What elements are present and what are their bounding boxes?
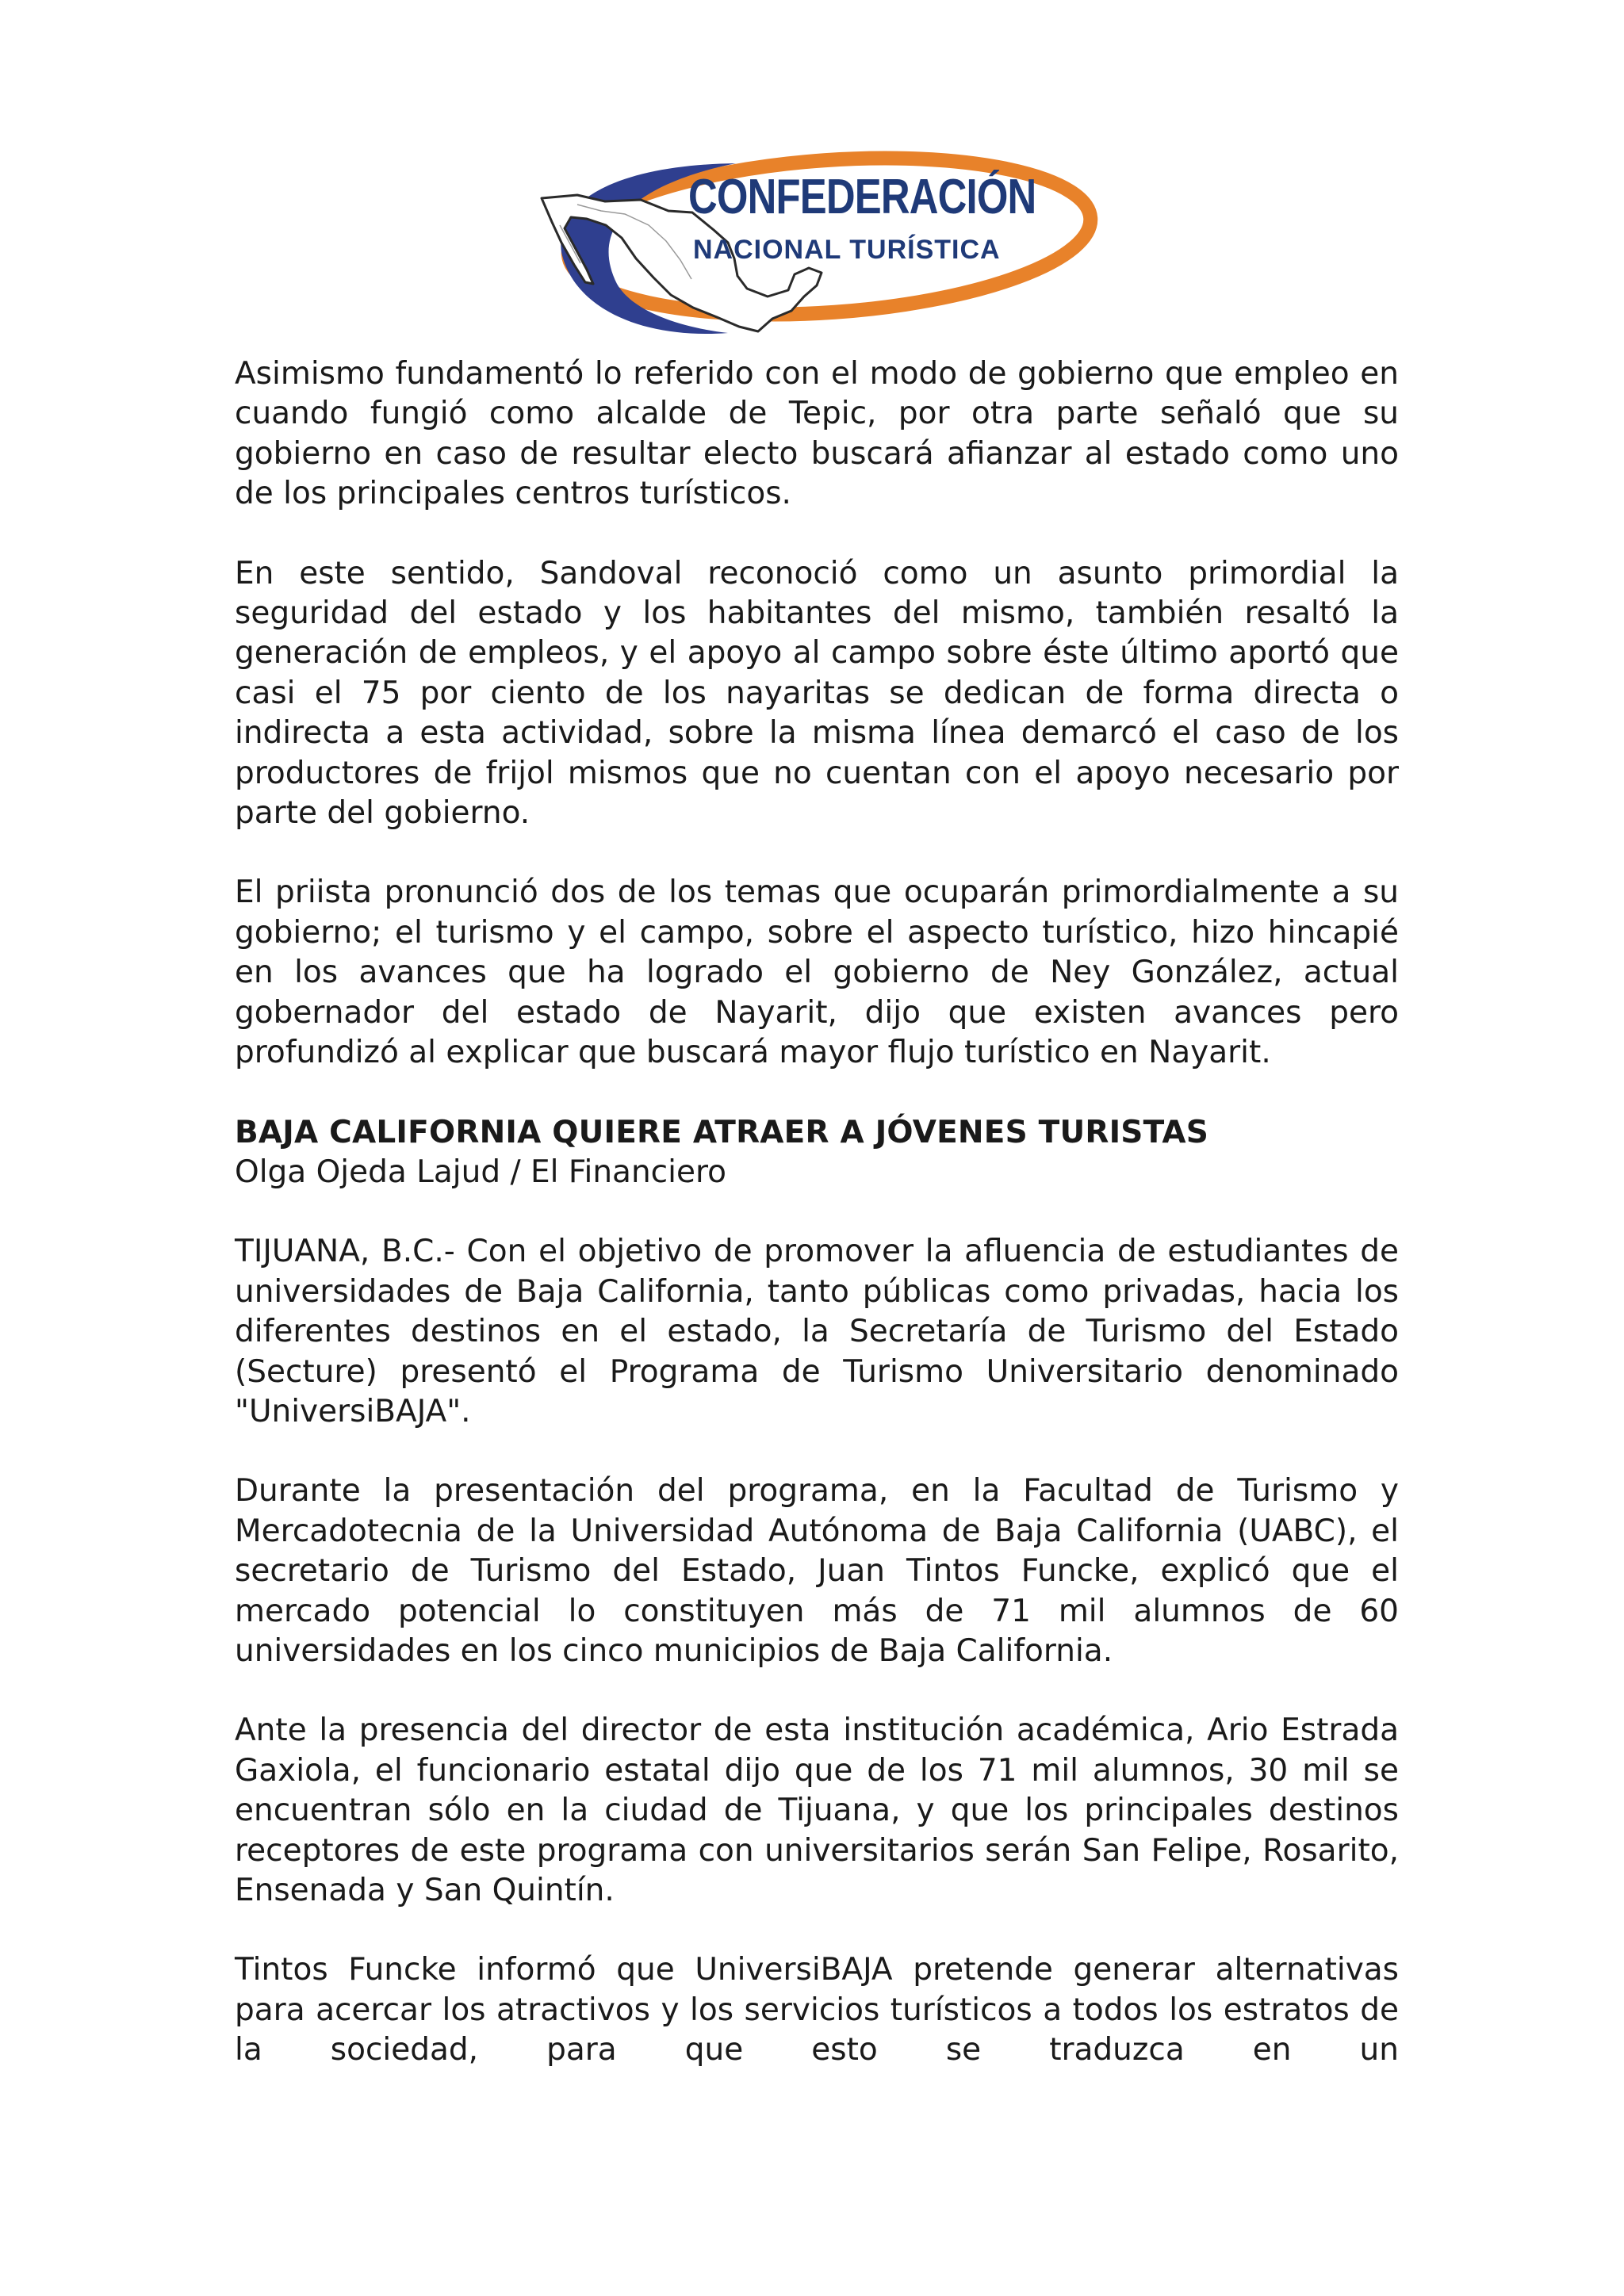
article-headline: BAJA CALIFORNIA QUIERE ATRAER A JÓVENES TURISTAS (235, 1114, 1209, 1150)
paragraph: Asimismo fundamentó lo referido con el modo de gobierno que empleo en cuando fungió como alcalde de Tepic, por otra parte señaló que su gobierno en caso de resultar electo buscará afianzar al estado como uno de los principales centros turísticos. (235, 356, 1399, 512)
paragraph: Durante la presentación del programa, en la Facultad de Turismo y Mercadotecnia de la Universidad Autónoma de Baja California (UABC), el secretario de Turismo del Estado, Juan Tintos Funcke, explicó que el mercado potencial lo constituyen más de 71 mil alumnos de 60 universidades en los cinco municipios de Baja California. (235, 1473, 1399, 1669)
paragraph: TIJUANA, B.C.- Con el objetivo de promover la afluencia de estudiantes de universidades de Baja California, tanto públicas como privadas, hacia los diferentes destinos en el estado, la Secretaría de Turismo del Estado (Secture) presentó el Programa de Turismo Universitario denominado "UniversiBAJA". (235, 1234, 1399, 1429)
confederacion-logo (530, 149, 1101, 347)
article-body (235, 354, 1399, 2110)
paragraph: Ante la presencia del director de esta institución académica, Ario Estrada Gaxiola, el funcionario estatal dijo que de los 71 mil alumnos, 30 mil se encuentran sólo en la ciudad de Tijuana, y que los principales destinos receptores de este programa con universitarios serán San Felipe, Rosarito, Ensenada y San Quintín. (235, 1712, 1399, 1908)
paragraph: En este sentido, Sandoval reconoció como un asunto primordial la seguridad del estado y los habitantes del mismo, también resaltó la generación de empleos, y el apoyo al campo sobre éste último aportó que casi el 75 por ciento de los nayaritas se dedican de forma directa o indirecta a esta actividad, sobre la misma línea demarcó el caso de los productores de frijol mismos que no cuentan con el apoyo necesario por parte del gobierno. (235, 555, 1399, 832)
paragraph: Tintos Funcke informó que UniversiBAJA pretende generar alternativas para acercar los atractivos y los servicios turísticos a todos los estratos de la sociedad, para que esto se traduzca en un (235, 1952, 1399, 2068)
paragraph: El priista pronunció dos de los temas que ocuparán primordialmente a su gobierno; el turismo y el campo, sobre el aspecto turístico, hizo hincapié en los avances que ha logrado el gobierno de Ney González, actual gobernador del estado de Nayarit, dijo que existen avances pero profundizó al explicar que buscará mayor flujo turístico en Nayarit. (235, 874, 1399, 1071)
logo-title: CONFEDERACIÓN (688, 170, 1036, 224)
logo-subtitle: NACIONAL TURÍSTICA (693, 235, 1001, 265)
article-byline: Olga Ojeda Lajud / El Financiero (235, 1154, 726, 1190)
